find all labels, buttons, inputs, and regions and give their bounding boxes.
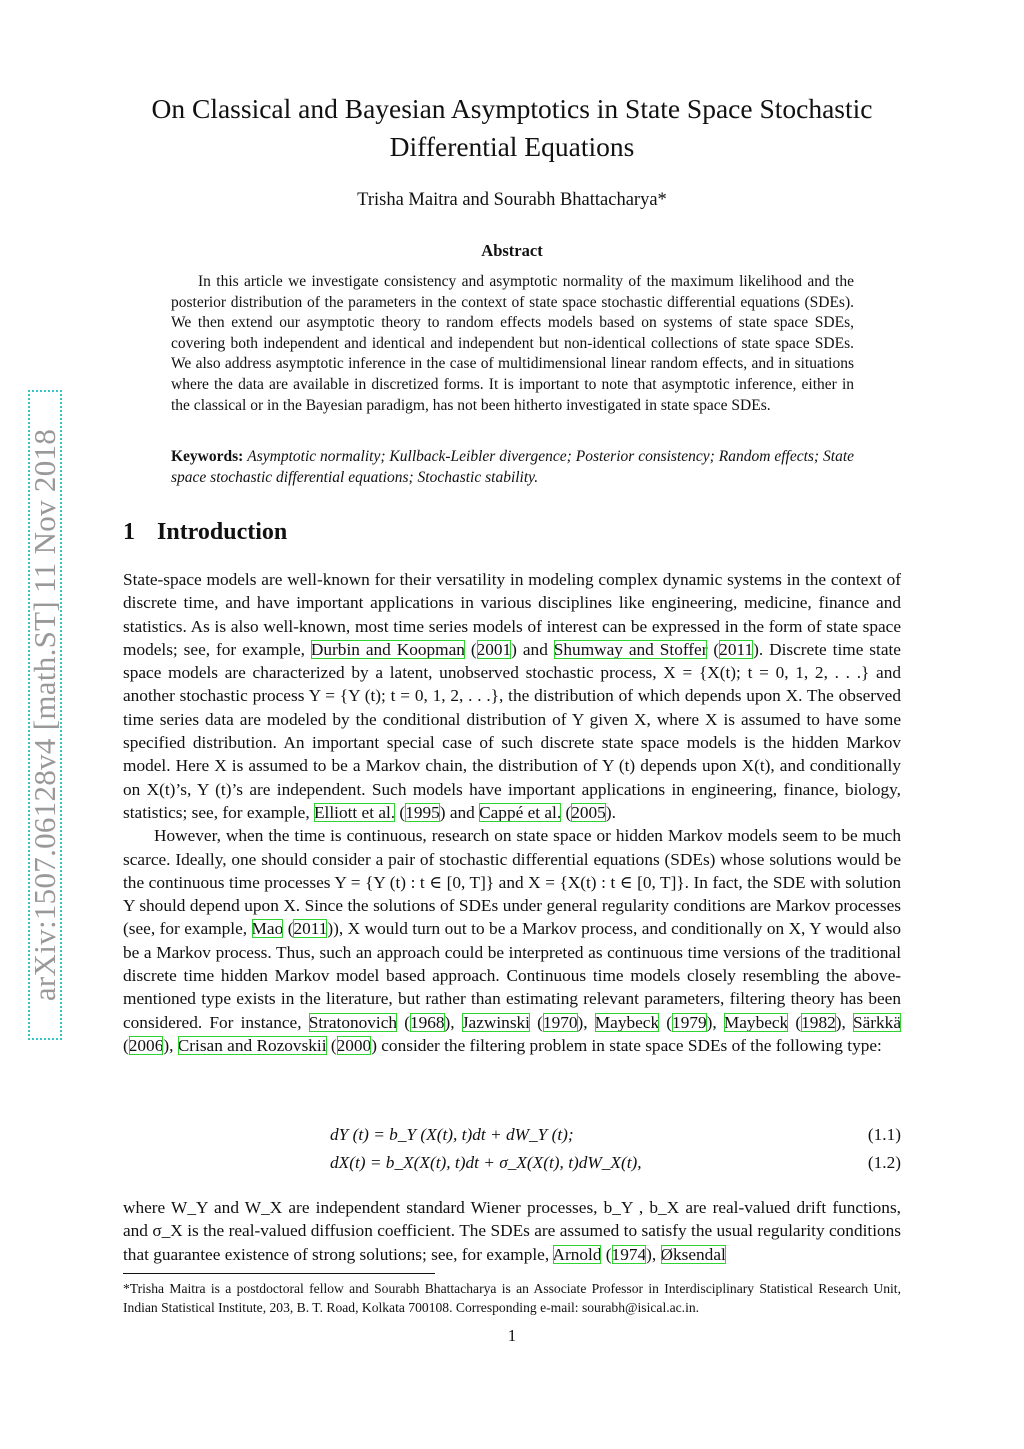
equation-1-2	[123, 1153, 901, 1177]
citation-year-link[interactable]: 2001	[476, 639, 512, 659]
citation-year-link[interactable]: 1982	[801, 1012, 836, 1032]
paragraph-3: where W_Y and W_X are independent standard Wiener processes, b_Y , b_X are real-valued drift functions, and σ_X is the real-valued diffusion coefficient. The SDEs are assumed to satisfy the usual regularity conditions that guarantee existence of strong solutions; see, for example, Arnold (1974), Øksendal	[123, 1198, 901, 1264]
citation-year-link[interactable]: 1970	[542, 1012, 578, 1032]
equation-body: dY (t) = b_Y (X(t), t)dt + dW_Y (t);	[330, 1125, 574, 1144]
section-title: Introduction	[157, 519, 288, 545]
citation-link[interactable]: Øksendal	[660, 1244, 726, 1264]
arxiv-watermark	[28, 390, 62, 1040]
citation-year-link[interactable]: 2011	[293, 919, 328, 939]
citation-year-link[interactable]: 1974	[611, 1244, 647, 1264]
paragraph-2: However, when the time is continuous, research on state space or hidden Markov models seem to be much scarce. Ideally, one should consider a pair of stochastic differential equations (SDEs) whose solutions would be the continuous time processes Y = {Y (t) : t ∈ [0, T]} and X = {X(t) : t ∈ [0, T]}. In fact, the SDE with solution Y should depend upon X. Since the solutions of SDEs under general regularity conditions are Markov processes (see, for example, Mao (2011)), X would turn out to be a Markov process, and conditionally on X, Y would also be a Markov process. Thus, such an approach could be interpreted as continuous time versions of the traditional discrete time hidden Markov model based approach. Continuous time models closely resembling the above-mentioned type exists in the literature, but rather than estimating relevant parameters, filtering theory has been considered. For instance, Stratonovich (1968), Jazwinski (1970), Maybeck (1979), Maybeck (1982), Särkkä (2006), Crisan and Rozovskii (2000) consider the filtering problem in state space SDEs of the following type:	[123, 826, 902, 1055]
citation-year-link[interactable]: 2011	[719, 639, 754, 659]
citation-year-link[interactable]: 2006	[128, 1035, 164, 1055]
citation-link[interactable]: Stratonovich	[308, 1012, 398, 1032]
authors: Trisha Maitra and Sourabh Bhattacharya*	[357, 190, 667, 210]
citation-link[interactable]: Cappé et al.	[479, 802, 562, 822]
citation-link[interactable]: Crisan and Rozovskii	[177, 1035, 327, 1055]
section-number: 1	[123, 519, 135, 545]
citation-link[interactable]: Durbin and Koopman	[310, 639, 465, 659]
citation-link[interactable]: Shumway and Stoffer	[553, 639, 708, 659]
page-number: 1	[507, 1326, 517, 1345]
equation-number: (1.2)	[867, 1153, 901, 1172]
citation-link[interactable]: Mao	[251, 919, 284, 939]
citation-year-link[interactable]: 1995	[405, 802, 440, 822]
intro-body	[123, 568, 901, 1057]
keywords	[171, 447, 854, 488]
equation-1-1	[123, 1125, 901, 1149]
keywords-label: Keywords:	[171, 448, 244, 465]
footnote-rule	[123, 1273, 435, 1274]
citation-link[interactable]: Arnold	[552, 1244, 602, 1264]
citation-link[interactable]: Maybeck	[594, 1012, 660, 1032]
abstract-heading: Abstract	[481, 241, 543, 260]
citation-year-link[interactable]: 2005	[571, 802, 606, 822]
abstract-text: In this article we investigate consistency and asymptotic normality of the maximum likelihood and the posterior distribution of the parameters in the context of state space stochastic differential equations (SDEs). We then extend our asymptotic theory to random effects models based on systems of state space SDEs, covering both independent and identical and independent but non-identical collections of state space SDEs. We also address asymptotic inference in the case of multidimensional linear random effects, and in situations where the data are available in discretized forms. It is important to note that asymptotic inference, either in the classical or in the Bayesian paradigm, has not been hitherto investigated in state space SDEs.	[171, 273, 854, 414]
section-heading	[123, 519, 287, 546]
equation-body: dX(t) = b_X(X(t), t)dt + σ_X(X(t), t)dW_X(t),	[330, 1153, 642, 1172]
paper-title: On Classical and Bayesian Asymptotics in State Space Stochastic Differential Equations	[151, 93, 873, 162]
arxiv-id[interactable]: arXiv:1507.06128v4 [math.ST] 11 Nov 2018	[27, 428, 62, 1002]
citation-year-link[interactable]: 2000	[336, 1035, 372, 1055]
equation-number: (1.1)	[867, 1125, 901, 1144]
paragraph-1: State-space models are well-known for their versatility in modeling complex dynamic systems in the context of discrete time, and have important applications in various disciplines like engineering, medicine, finance and statistics. As is also well-known, most time series models of interest can be expressed in the form of state space models; see, for example, Durbin and Koopman (2001) and Shumway and Stoffer (2011). Discrete time state space models are characterized by a latent, unobserved stochastic process, X = {X(t); t = 0, 1, 2, . . .} and another stochastic process Y = {Y (t); t = 0, 1, 2, . . .}, the distribution of which depends upon X. The observed time series data are modeled by the conditional distribution of Y given X, where X is assumed to have some specified distribution. An important special case of such discrete state space models is the hidden Markov model. Here X is assumed to be a Markov chain, the distribution of Y (t) depends upon X(t), and conditionally on X(t)’s, Y (t)’s are independent. Such models have important applications in engineering, finance, biology, statistics; see, for example, Elliott et al. (1995) and Cappé et al. (2005).	[123, 570, 901, 822]
citation-link[interactable]: Maybeck	[723, 1012, 789, 1032]
citation-link[interactable]: Särkkä	[853, 1012, 901, 1032]
keywords-list: Asymptotic normality; Kullback-Leibler divergence; Posterior consistency; Random effects; State space stochastic differential equations; Stochastic stability.	[171, 448, 855, 486]
citation-link[interactable]: Jazwinski	[461, 1012, 530, 1032]
footnote: *Trisha Maitra is a postdoctoral fellow and Sourabh Bhattacharya is an Associate Professor in Interdisciplinary Statistical Research Unit, Indian Statistical Institute, 203, B. T. Road, Kolkata 700108. Corresponding e-mail: sourabh@isical.ac.in.	[123, 1281, 901, 1315]
citation-year-link[interactable]: 1979	[672, 1012, 707, 1032]
citation-year-link[interactable]: 1968	[409, 1012, 445, 1032]
citation-link[interactable]: Elliott et al.	[314, 802, 396, 822]
